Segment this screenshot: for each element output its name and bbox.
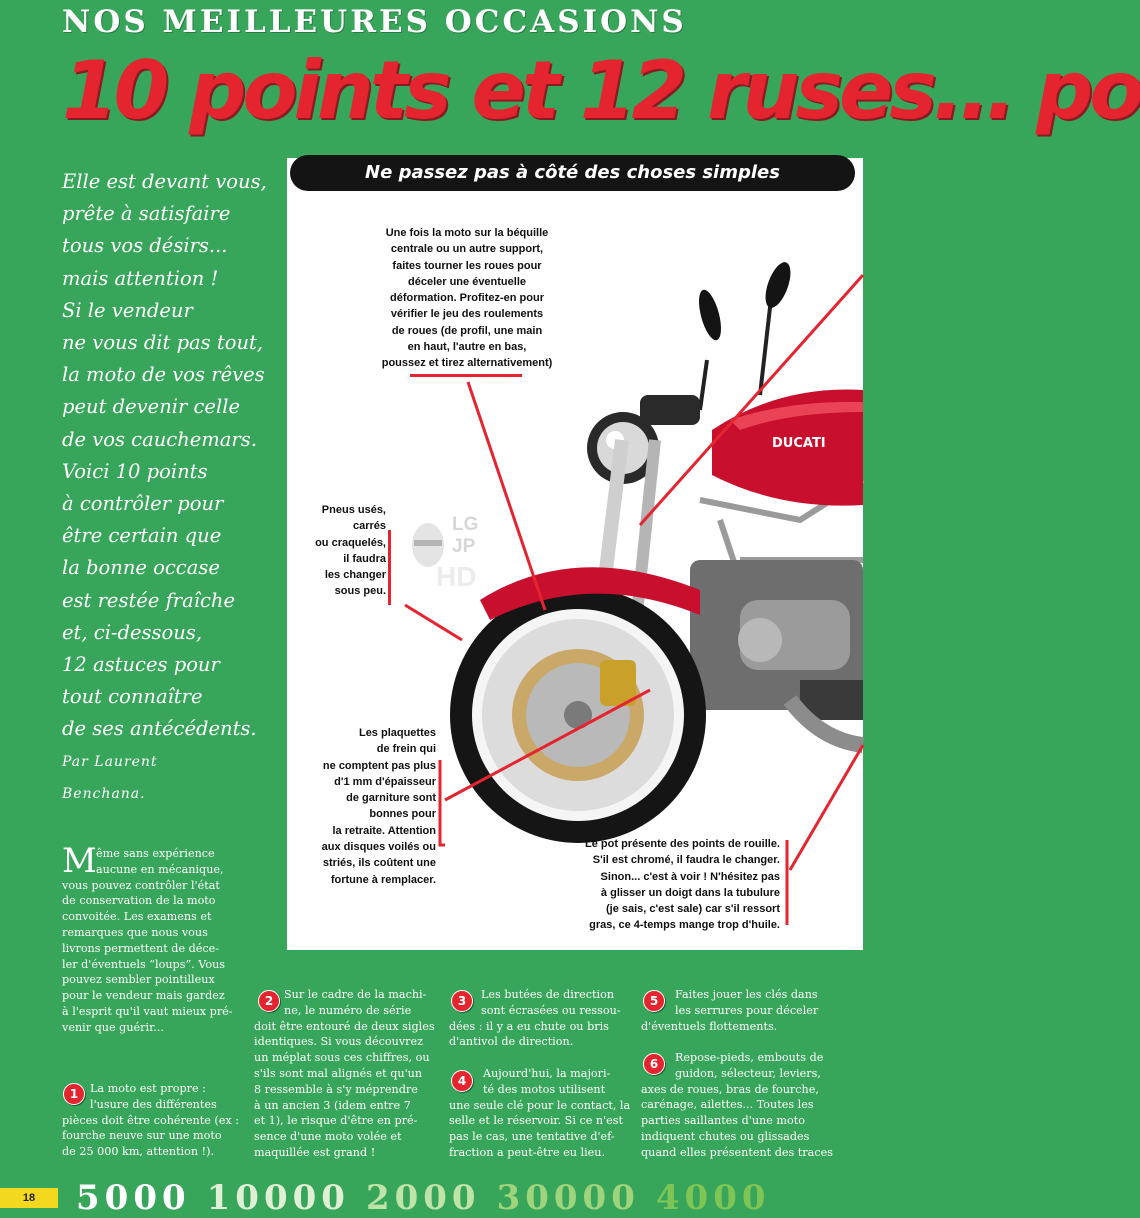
callout-line: fortune à remplacer. [330,873,436,886]
point-number-badge: 2 [258,990,280,1012]
body-line: Aujourd'hui, la majori- [483,1067,611,1080]
mileage-figure: 30000 [496,1178,640,1218]
body-line: fraction a peut-être eu lieu. [449,1145,606,1159]
point-number-badge: 4 [451,1070,473,1092]
panel-title: Ne passez pas à côté des choses simples [290,155,855,191]
intro-line: la moto de vos rêves [62,363,265,387]
watermark-letter: LG [452,514,479,535]
intro-line: ne vous dit pas tout, [62,331,264,355]
callout-line: de roues (de profil, une main [391,324,543,337]
callout-wheels [357,225,577,372]
byline: Benchana. [62,785,146,802]
watermark-letter: JP [452,536,476,557]
body-line: venir que guérir... [62,1020,164,1034]
intro-line: est restée fraîche [62,588,235,612]
callout-line: Le pot présente des points de rouille. [585,838,780,850]
page-number: 18 [0,1188,58,1208]
body-line: d'antivol de direction. [449,1035,574,1049]
drop-cap: M [62,841,97,881]
intro-line: de vos cauchemars. [62,427,257,451]
callout-line: la retraite. Attention [332,824,436,837]
callout-line: centrale ou un autre support, [390,243,544,256]
callout-exhaust [540,836,780,934]
callout-line: striés, ils coûtent une [322,857,436,870]
callout-line: les changer [324,569,386,582]
body-line: indiquent chutes ou glissades [641,1129,810,1143]
intro-line: Si le vendeur [62,298,193,322]
callout-line: vérifier le jeu des roulements [390,308,544,321]
intro-line: prête à satisfaire [62,202,231,226]
point-4-text [449,1066,629,1161]
intro-line: Voici 10 points [62,459,208,483]
brand-logo: DUCATI [772,436,826,451]
body-line: l'usure des différentes [90,1097,217,1111]
body-line: sont écrasées ou ressou- [481,1003,621,1017]
intro-line: de ses antécédents. [62,717,257,741]
callout-line: (je sais, c'est sale) car s'il ressort [605,903,780,916]
body-line: axes de roues, bras de fourche, [641,1082,819,1096]
callout-line: déformation. Profitez-en pour [390,292,544,305]
body-line: guidon, sélecteur, leviers, [675,1066,821,1080]
callout-line: Pneus usés, [321,504,386,516]
intro-line: la bonne occase [62,556,220,580]
callout-tyres [290,502,386,600]
point-number-badge: 5 [643,990,665,1012]
callout-line: carrés [352,520,386,533]
intro-line: 12 astuces pour [62,653,220,677]
body-line: quand elles présentent des traces [641,1145,833,1159]
body-line: de 25 000 km, attention !). [62,1145,215,1159]
body-line: fourche neuve sur une moto [62,1129,222,1143]
point-number-badge: 1 [63,1083,85,1105]
callout-line: Sinon... c'est à voir ! N'hésitez pas [600,870,780,883]
callout-line: de garniture sont [346,792,436,805]
body-line: dées : il y a eu chute ou bris [449,1019,609,1033]
body-line: té des motos utilisent [483,1082,606,1096]
body-line: selle et le réservoir. Si ce n'est [449,1114,624,1128]
callout-line: gras, ce 4-temps mange trop d'huile. [589,919,780,932]
body-line: pour le vendeur mais gardez [62,989,225,1003]
headline: 10 points et 12 ruses... po [62,44,1140,137]
point-1-text [62,1081,242,1160]
body-line: ême sans expérience [96,847,215,860]
body-line: ne, le numéro de série [284,1003,412,1017]
byline: Par Laurent [62,753,158,770]
callout-brakes [298,725,436,888]
callout-line: ou craquelés, [315,536,386,549]
body-line: remarques que nous vous [62,925,208,939]
lead-paragraph [62,841,242,1036]
point-number-badge: 3 [451,990,473,1012]
mirror-left-icon [695,288,726,410]
mileage-strip [76,1178,787,1218]
body-line: ler d'éventuels “loups”. Vous [62,957,226,971]
intro-line: peut devenir celle [62,395,240,419]
body-line: vous pouvez contrôler l'état [62,878,220,892]
body-line: maquillée est grand ! [254,1145,376,1159]
body-line: doit être entouré de deux sigles [254,1019,435,1033]
body-line: à l'esprit qu'il vaut mieux pré- [62,1004,233,1018]
engine-block [690,560,863,720]
body-line: à un ancien 3 (idem entre 7 [254,1098,411,1112]
callout-line: en haut, l'autre en bas, [407,341,527,354]
body-line: pas le cas, une tentative d'ef- [449,1130,615,1144]
intro-line: mais attention ! [62,266,219,290]
callout-line: ne comptent pas plus [322,759,436,772]
body-line: d'éventuels flottements. [641,1019,778,1033]
point-2-text [254,987,434,1161]
watermark-letter: HD [436,561,477,592]
body-line: 8 ressemble à s'y méprendre [254,1082,418,1096]
body-line: identiques. Si vous découvrez [254,1035,424,1049]
callout-line: bonnes pour [369,808,436,821]
callout-line: aux disques voilés ou [321,841,436,854]
mileage-figure: 5000 [76,1178,191,1218]
callout-line: poussez et tirez alternativement) [381,357,553,370]
mileage-figure: 10000 [206,1178,350,1218]
body-line: un méplat sous ces chiffres, ou [254,1051,430,1065]
callout-line: S'il est chromé, il faudra le changer. [592,854,780,867]
body-line: livrons permettent de déce- [62,941,220,955]
callout-underline [410,374,522,377]
body-line: et 1), le risque d'être en pré- [254,1114,418,1128]
body-line: parties saillantes d'une moto [641,1114,806,1128]
intro-line: et, ci-dessous, [62,620,203,644]
point-number-badge: 6 [643,1053,665,1075]
body-line: une seule clé pour le contact, la [449,1098,631,1112]
callout-line: sous peu. [334,585,386,598]
mileage-figure: 2000 [365,1178,481,1218]
body-line: de conservation de la moto [62,894,216,908]
point-5-text [641,987,821,1034]
body-line: pièces doit être cohérente (ex : [62,1113,240,1127]
body-line: La moto est propre : [90,1082,206,1095]
body-line: Sur le cadre de la machi- [284,988,427,1001]
watermark-logo [408,515,488,600]
body-line: Faites jouer les clés dans [675,988,818,1001]
mileage-figure: 4000 [655,1178,771,1218]
body-line: Les butées de direction [481,988,615,1001]
body-line: sence d'une moto volée et [254,1130,402,1144]
callout-line: d'1 mm d'épaisseur [334,775,436,788]
body-line: carénage, ailettes... Toutes les [641,1098,814,1112]
intro-line: Elle est devant vous, [62,170,267,193]
callout-line: il faudra [343,552,386,565]
intro-line: à contrôler pour [62,492,224,516]
body-line: aucune en mécanique, [96,862,224,876]
body-line: Repose-pieds, embouts de [675,1051,824,1064]
point-6-text [641,1050,833,1161]
body-line: les serrures pour déceler [675,1003,819,1017]
section-kicker: NOS MEILLEURES OCCASIONS [62,4,687,40]
intro-line: être certain que [62,524,222,548]
callout-marker [388,530,391,605]
mirror-right-icon [760,259,796,395]
body-line: s'ils sont mal alignés et qu'un [254,1066,423,1080]
intro-line: tous vos désirs... [62,234,228,258]
callout-line: à glisser un doigt dans la tubulure [600,886,780,899]
front-wheel [450,587,706,843]
callout-line: déceler une éventuelle [408,275,526,288]
intro-line: tout connaître [62,685,203,709]
callout-line: Une fois la moto sur la béquille [385,227,549,239]
callout-line: de frein qui [376,743,436,756]
point-3-text [449,987,629,1050]
callout-line: faites tourner les roues pour [392,259,542,272]
callout-line: Les plaquettes [358,727,436,739]
body-line: convoitée. Les examens et [62,910,212,924]
body-line: pouvez sembler pointilleux [62,973,215,987]
